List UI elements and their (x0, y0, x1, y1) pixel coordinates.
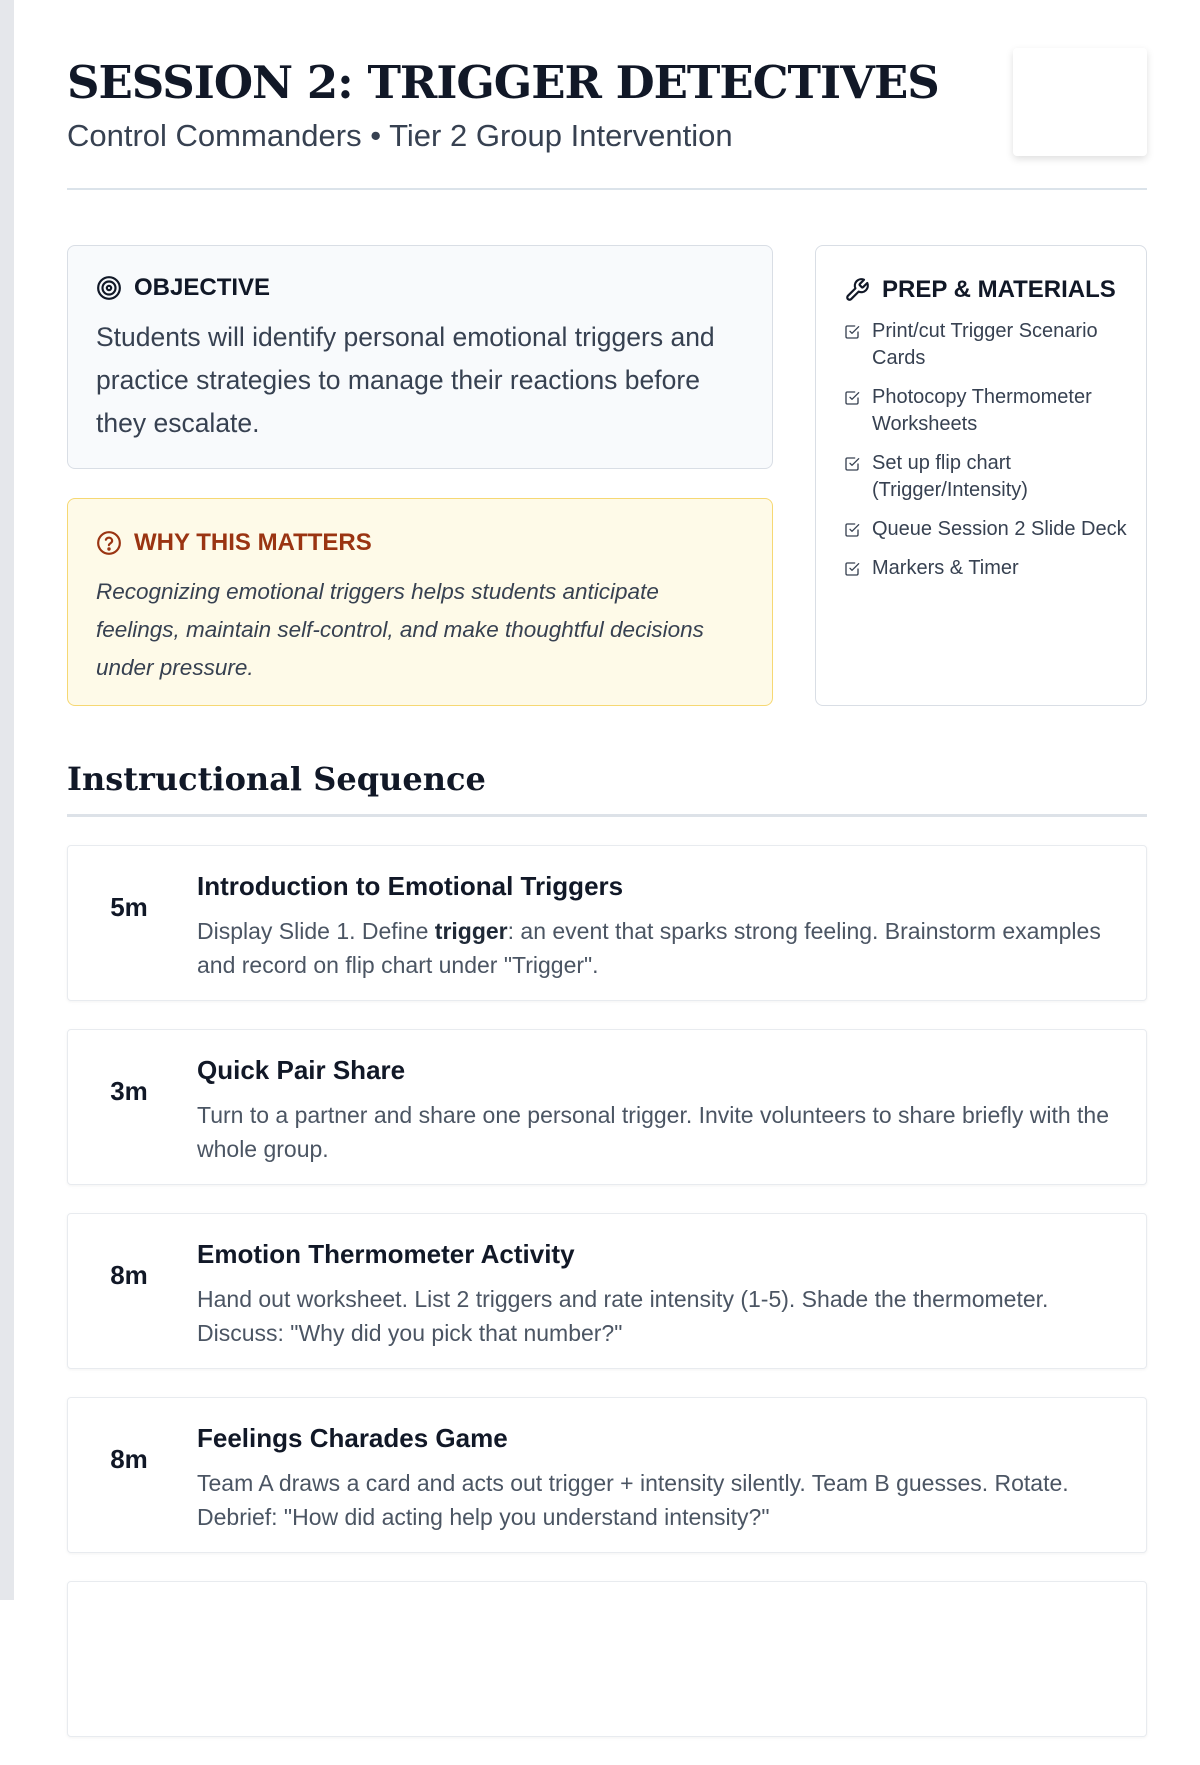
step-description (197, 914, 1122, 982)
step-description: Hand out worksheet. List 2 triggers and rate intensity (1-5). Shade the thermometer. Discuss: "Why did you pick that number?" (197, 1286, 1049, 1346)
prep-list (844, 318, 1132, 582)
sequence-heading: Instructional Sequence (67, 760, 486, 798)
step-description: Turn to a partner and share one personal trigger. Invite volunteers to share briefly with the whole group. (197, 1102, 1109, 1162)
sequence-step (67, 1213, 1147, 1369)
sequence-step (67, 845, 1147, 1001)
session-title: SESSION 2: TRIGGER DETECTIVES (67, 56, 939, 109)
step-duration: 3m (110, 1075, 148, 1106)
step-body (197, 1238, 1122, 1350)
step-duration: 5m (110, 891, 148, 922)
prep-item-label: Set up flip chart (Trigger/Intensity) (872, 452, 1028, 501)
objective-header (96, 274, 744, 302)
session-subtitle: Control Commanders • Tier 2 Group Intervention (67, 118, 733, 153)
check-square-icon (844, 324, 860, 340)
sequence-steps (67, 845, 1147, 1765)
why-text: Recognizing emotional triggers helps students anticipate feelings, maintain self-control, and make thoughtful decisions under pressure. (96, 579, 704, 680)
step-desc-text: Display Slide 1. Define (197, 918, 435, 944)
prep-materials-card (815, 245, 1147, 706)
prep-item (844, 516, 1132, 543)
sequence-step (67, 1029, 1147, 1185)
step-title: Emotion Thermometer Activity (197, 1239, 575, 1269)
header-divider (67, 188, 1147, 190)
prep-item-label: Queue Session 2 Slide Deck (872, 518, 1127, 540)
step-description: Team A draws a card and acts out trigger + intensity silently. Team B guesses. Rotate. Debrief: "How did acting help you understand intensity?" (197, 1470, 1069, 1530)
step-duration: 8m (110, 1443, 148, 1474)
step-body (197, 1422, 1122, 1534)
wrench-icon (844, 277, 870, 303)
why-this-matters-card (67, 498, 773, 706)
step-title: Feelings Charades Game (197, 1423, 508, 1453)
sequence-divider (67, 814, 1147, 817)
why-label: WHY THIS MATTERS (134, 529, 372, 556)
objective-text: Students will identify personal emotional triggers and practice strategies to manage their reactions before they escalate. (96, 322, 715, 438)
prep-item-label: Markers & Timer (872, 557, 1019, 579)
target-icon (96, 275, 122, 301)
objective-card (67, 245, 773, 469)
prep-item (844, 450, 1132, 504)
help-circle-icon (96, 530, 122, 556)
prep-item-label: Print/cut Trigger Scenario Cards (872, 320, 1098, 369)
step-duration: 8m (110, 1259, 148, 1290)
step-desc-text: : an event that sparks strong feeling. Brainstorm examples and record on flip chart under "Trigger". (197, 918, 1101, 978)
sequence-step-partial (67, 1581, 1147, 1737)
check-square-icon (844, 456, 860, 472)
prep-item (844, 555, 1132, 582)
step-desc-term: trigger (434, 918, 508, 944)
prep-label: PREP & MATERIALS (882, 276, 1116, 303)
prep-item (844, 384, 1132, 438)
step-title: Introduction to Emotional Triggers (197, 871, 624, 901)
left-edge-strip (0, 0, 14, 1600)
check-square-icon (844, 561, 860, 577)
objective-label: OBJECTIVE (134, 274, 271, 301)
check-square-icon (844, 522, 860, 538)
prep-item (844, 318, 1132, 372)
why-header (96, 529, 744, 557)
header-corner-card (1013, 48, 1147, 156)
sequence-step (67, 1397, 1147, 1553)
step-body (197, 1054, 1122, 1166)
step-title: Quick Pair Share (197, 1055, 406, 1085)
check-square-icon (844, 390, 860, 406)
prep-header (844, 276, 1132, 304)
step-body (197, 870, 1122, 982)
prep-item-label: Photocopy Thermometer Worksheets (872, 386, 1092, 435)
